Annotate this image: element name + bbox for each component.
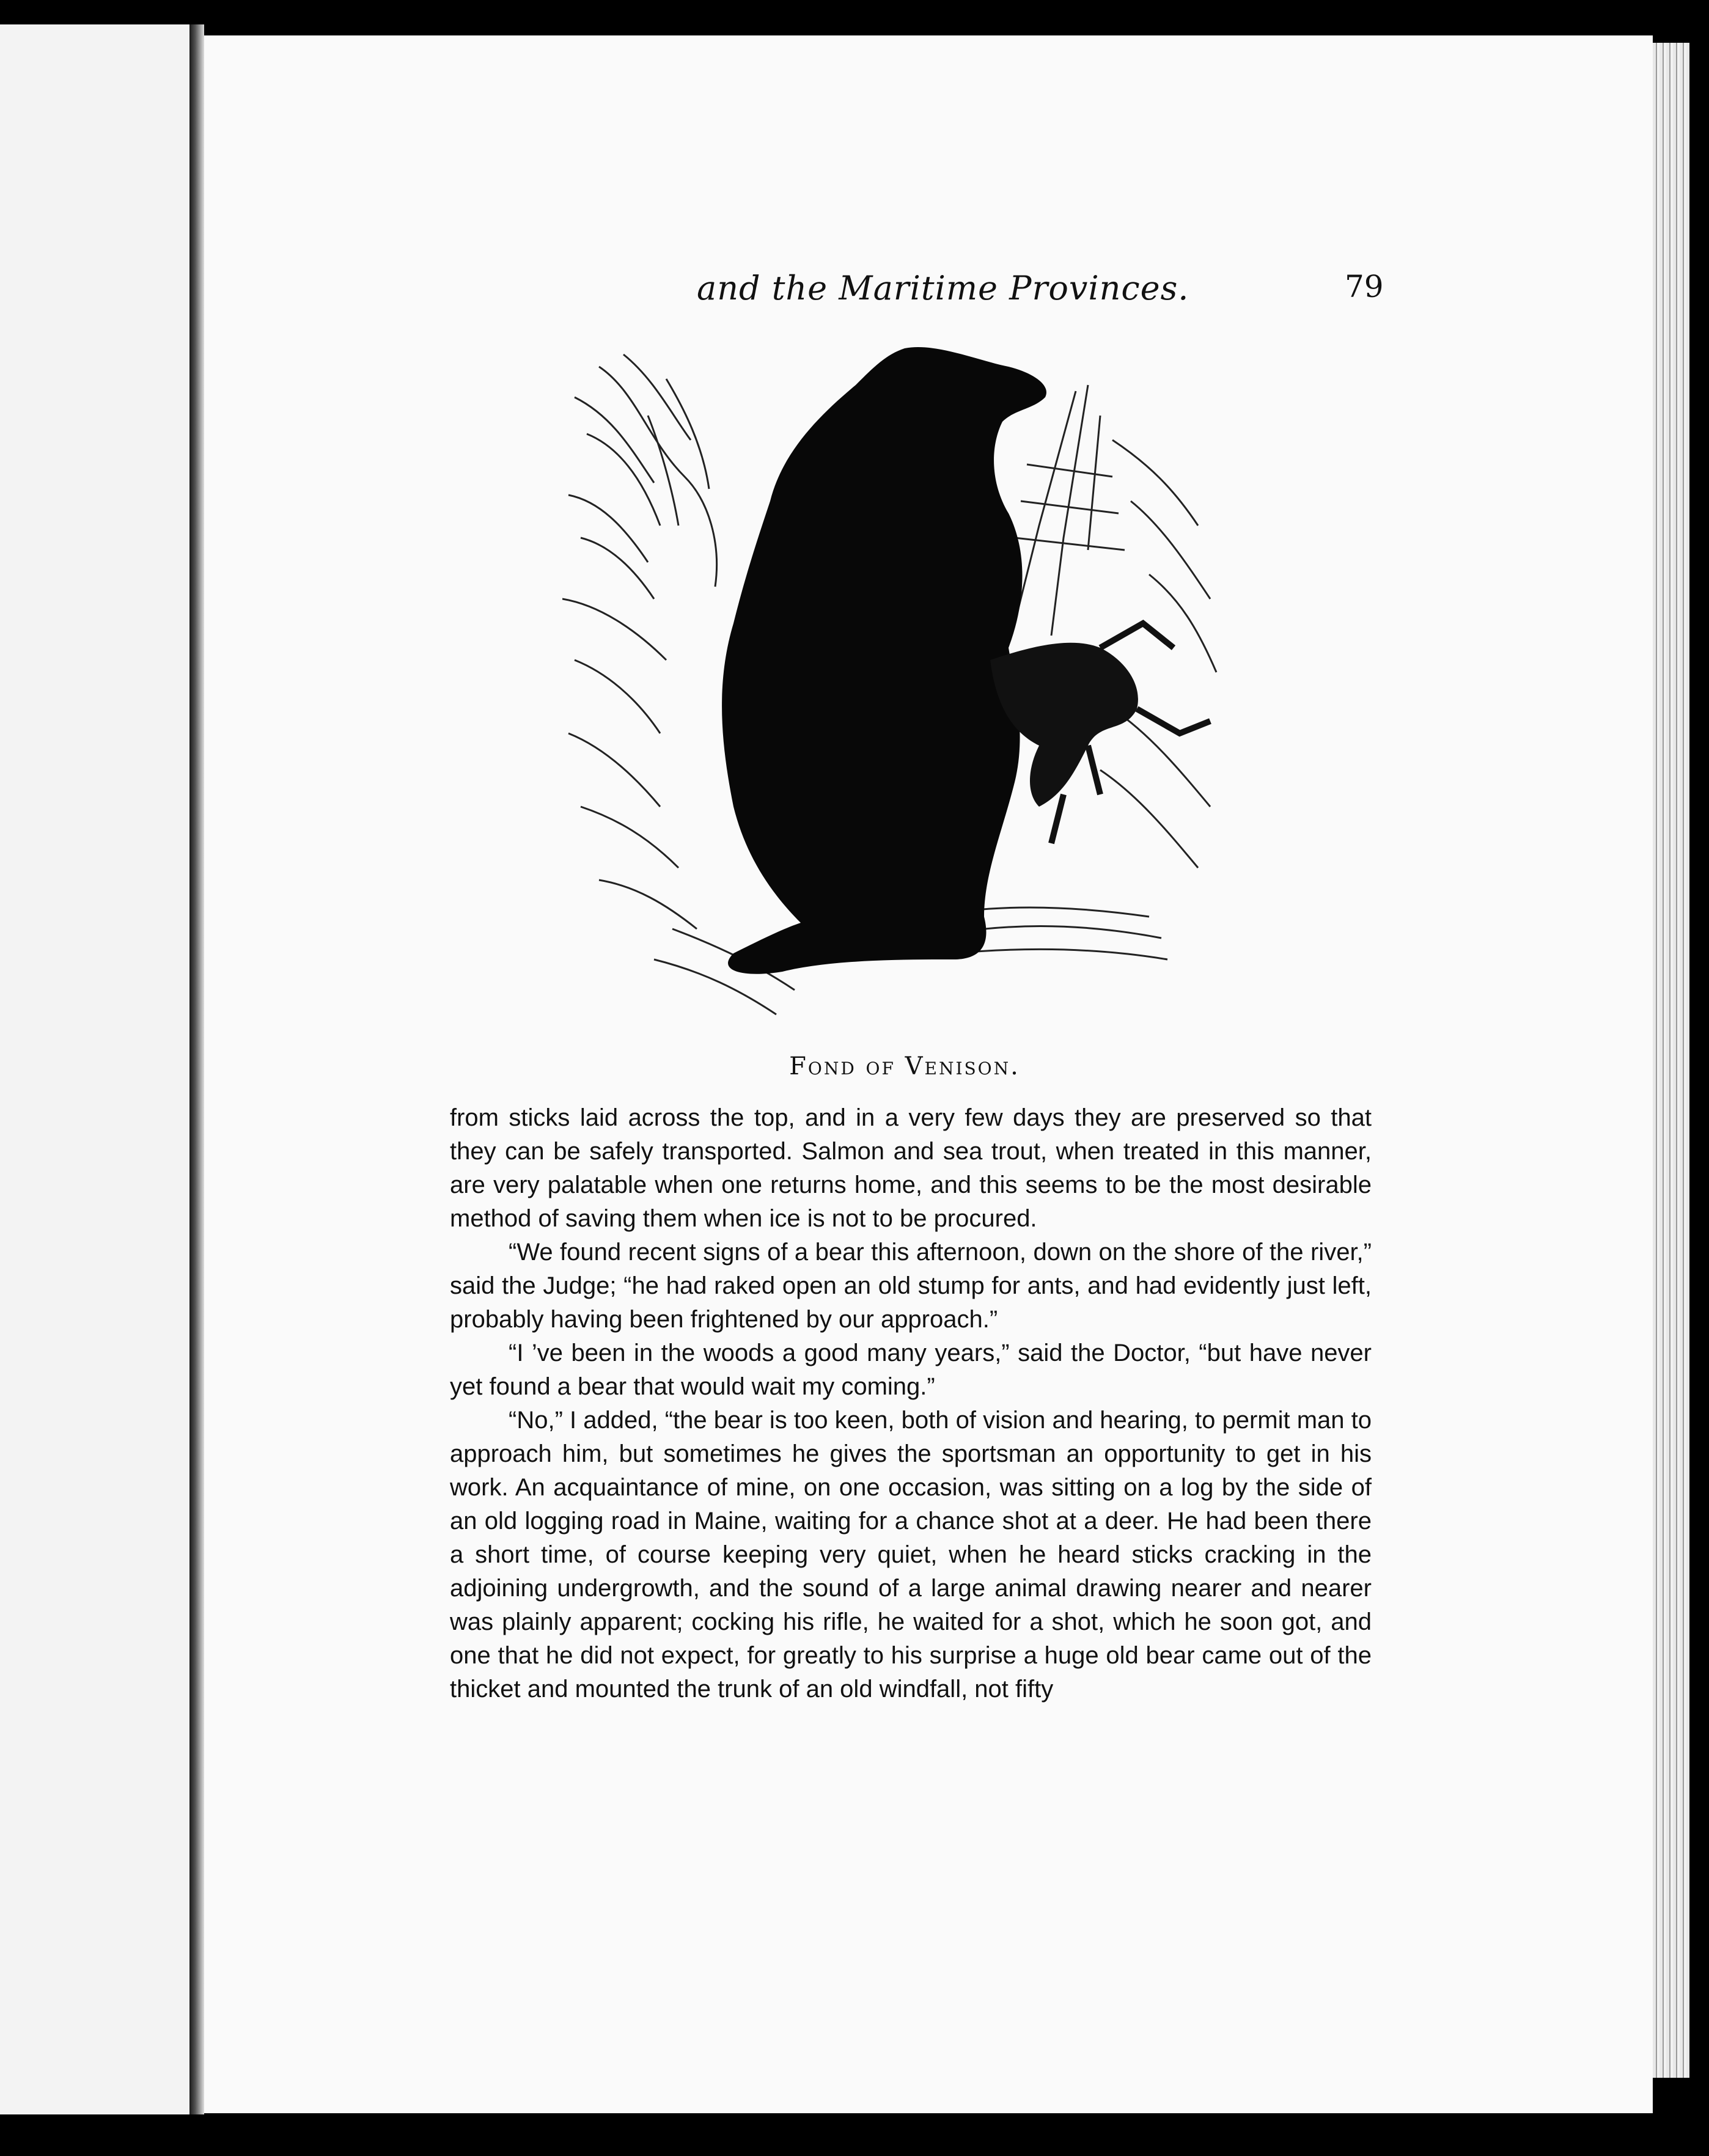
paragraph-2: “We found recent signs of a bear this afternoon, down on the shore of the river,” said the Judge; “he had raked open an old stump for ants, and had evidently just left, probably having been frightened by our approach.” — [450, 1239, 1372, 1333]
left-page — [0, 24, 189, 2114]
paragraph-1: from sticks laid across the top, and in a very few days they are preserved so that they can be safely transported. Salmon and sea trout, when treated in this manner, are very palatable when one returns home, and this seems to be the most desirable method of saving them when ice is not to be procured. — [450, 1104, 1372, 1232]
running-head: and the Maritime Provinces. — [697, 269, 1189, 307]
foliage-left-engraving — [562, 354, 717, 929]
illustration-caption: Fond of Venison. — [789, 1052, 1020, 1080]
paragraph-4: “No,” I added, “the bear is too keen, both of vision and hearing, to permit man to approach him, but sometimes he gives the sportsman an opportunity to get in his work. An acquaintance of mine, on one occasion, was sitting on a log by the side of an old logging road in Maine, waiting for a chance shot at a deer. He had been there a short time, of course keeping very quiet, when he heard sticks cracking in the adjoining undergrowth, and the sound of a large animal drawing nearer and nearer was plainly apparent; cocking his rifle, he waited for a shot, which he soon got, and one that he did not expect, for greatly to his surprise a huge old bear came out of the thicket and mounted the trunk of an old windfall, not fifty — [450, 1407, 1372, 1703]
page-edges — [1653, 43, 1689, 2078]
body-text — [450, 1101, 1372, 1706]
page-number: 79 — [1345, 269, 1384, 304]
book-gutter — [189, 24, 204, 2114]
bear-illustration — [562, 342, 1271, 1051]
paragraph-3: “I ’ve been in the woods a good many years,” said the Doctor, “but have never yet found a bear that would wait my coming.” — [450, 1340, 1372, 1400]
